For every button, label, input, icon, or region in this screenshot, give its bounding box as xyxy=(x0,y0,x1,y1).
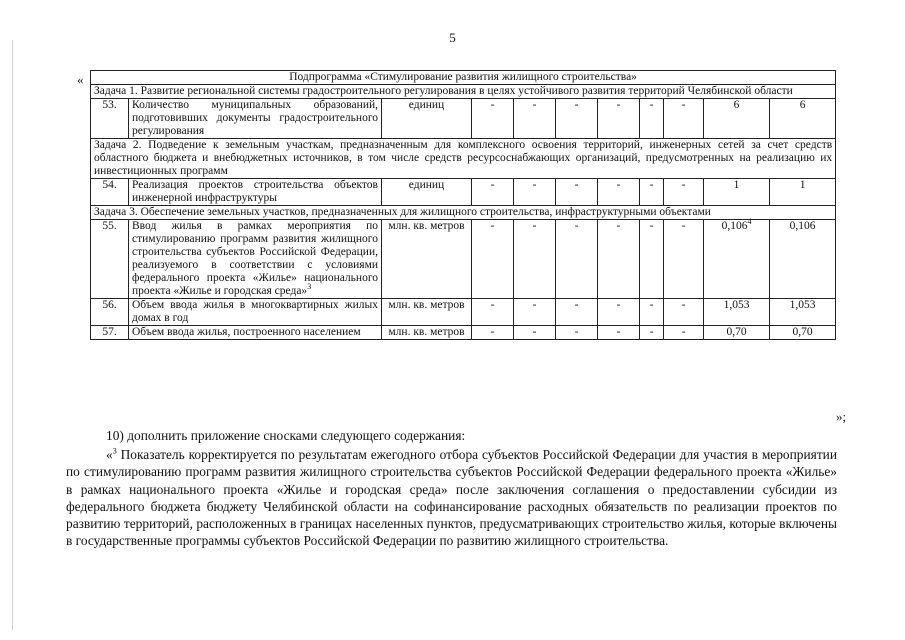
value-cell: - xyxy=(640,326,664,340)
unit: млн. кв. метров xyxy=(382,220,472,299)
value-cell: - xyxy=(472,179,514,206)
task-1: Задача 1. Развитие региональной системы градостроительного регулирования в целях устойчивого развития территорий Челябинской области xyxy=(91,85,836,99)
value-cell: - xyxy=(514,99,556,139)
indicator-name: Реализация проектов строительства объектов инженерной инфраструктуры xyxy=(129,179,382,206)
value-cell: - xyxy=(664,179,704,206)
unit: млн. кв. метров xyxy=(382,299,472,326)
value-cell: - xyxy=(598,299,640,326)
table-row xyxy=(91,179,836,206)
value-cell: - xyxy=(556,179,598,206)
value-cell: 1 xyxy=(770,179,836,206)
value-cell: - xyxy=(640,299,664,326)
value-cell: - xyxy=(640,99,664,139)
unit: млн. кв. метров xyxy=(382,326,472,340)
value-cell: - xyxy=(598,220,640,299)
table-row xyxy=(91,299,836,326)
footnote-number: 3 xyxy=(112,446,117,456)
value-cell: - xyxy=(664,220,704,299)
value-cell: 1,053 xyxy=(770,299,836,326)
value-cell: - xyxy=(640,179,664,206)
value-cell: - xyxy=(556,326,598,340)
amendment-paragraph: 10) дополнить приложение сносками следующего содержания: xyxy=(106,428,466,443)
task-row xyxy=(91,139,836,179)
indicator-name-cell xyxy=(129,220,382,299)
indicator-name: Объем ввода жилья, построенного населением xyxy=(129,326,382,340)
row-number: 56. xyxy=(91,299,129,326)
indicator-name: Объем ввода жилья в многоквартирных жилых домах в год xyxy=(129,299,382,326)
closing-quote: »; xyxy=(836,409,847,424)
value-cell-with-note xyxy=(704,217,770,299)
value-cell: - xyxy=(472,326,514,340)
value-cell: - xyxy=(664,326,704,340)
indicator-name: Ввод жилья в рамках мероприятия по стимулированию программ развития жилищного строительства субъектов Российской Федерации, реализуемого в соответствии с условиями федерального проекта «Жилье» национального проекта «Жилье и городская среда» xyxy=(132,220,378,297)
table-row xyxy=(91,220,836,299)
value-cell: - xyxy=(472,220,514,299)
unit: единиц xyxy=(382,179,472,206)
value-cell: - xyxy=(514,299,556,326)
value-cell: - xyxy=(556,99,598,139)
value-cell: - xyxy=(664,299,704,326)
row-number: 57. xyxy=(91,326,129,340)
footnote-open-quote: « xyxy=(106,447,113,462)
opening-quote: « xyxy=(77,72,84,87)
value-cell: - xyxy=(598,179,640,206)
row-number: 53. xyxy=(91,99,129,139)
value-cell: - xyxy=(514,179,556,206)
value-cell: 1,053 xyxy=(704,299,770,326)
subprogram-title: Подпрограмма «Стимулирование развития жилищного строительства» xyxy=(91,71,836,85)
footnote-ref: 3 xyxy=(307,282,312,292)
task-row xyxy=(91,85,836,99)
table-row xyxy=(91,99,836,139)
value-cell: - xyxy=(598,326,640,340)
value-cell: - xyxy=(556,220,598,299)
task-2: Задача 2. Подведение к земельным участкам, предназначенным для комплексного освоения территорий, инженерных сетей за счет средств областного бюджета и внебюджетных источников, в том числе средств ресурсоснабжающих организаций, предусмотренных на реализацию их инвестиционных программ xyxy=(91,139,836,179)
row-number: 55. xyxy=(91,220,129,299)
value-cell: - xyxy=(556,299,598,326)
value-cell: 6 xyxy=(704,99,770,139)
unit: единиц xyxy=(382,99,472,139)
value-cell: 6 xyxy=(770,99,836,139)
page-number: 5 xyxy=(449,30,456,45)
value-cell: - xyxy=(472,299,514,326)
value-cell: - xyxy=(640,220,664,299)
value-cell: - xyxy=(472,99,514,139)
value-cell: - xyxy=(598,99,640,139)
value-cell: 0,70 xyxy=(704,326,770,340)
row-number: 54. xyxy=(91,179,129,206)
footnote-paragraph xyxy=(66,446,837,550)
table-row xyxy=(91,326,836,340)
value: 0,106 xyxy=(721,220,748,232)
value-cell: - xyxy=(514,220,556,299)
value-cell: - xyxy=(664,99,704,139)
indicators-table xyxy=(90,70,836,340)
task-row xyxy=(91,206,836,220)
scan-margin-line xyxy=(12,40,13,630)
value-cell: 1 xyxy=(704,179,770,206)
subprogram-row xyxy=(91,71,836,85)
task-3: Задача 3. Обеспечение земельных участков, предназначенных для жилищного строительства, инфраструктурными объектами xyxy=(91,206,836,220)
indicator-name: Количество муниципальных образований, подготовивших документы градостроительного регулирования xyxy=(129,99,382,139)
value-cell: 0,70 xyxy=(770,326,836,340)
footnote-ref: 4 xyxy=(747,217,752,227)
footnote-text: Показатель корректируется по результатам ежегодного отбора субъектов Российской Федерации для участия в мероприятии по стимулированию программ развития жилищного строительства субъектов Российской Федерации федерального проекта «Жилье» в рамках национального проекта «Жилье и городская среда» после заключения соглашения о предоставлении субсидии из федерального бюджета бюджету Челябинской области на софинансирование расходных обязательств по реализации проектов по развитию территорий, расположенных в границах населенных пунктов, предусматривающих строительство жилья, которые включены в государственные программы субъектов Российской Федерации по развитию жилищного строительства. xyxy=(66,447,837,549)
value-cell: - xyxy=(514,326,556,340)
value-cell: 0,106 xyxy=(770,220,836,299)
